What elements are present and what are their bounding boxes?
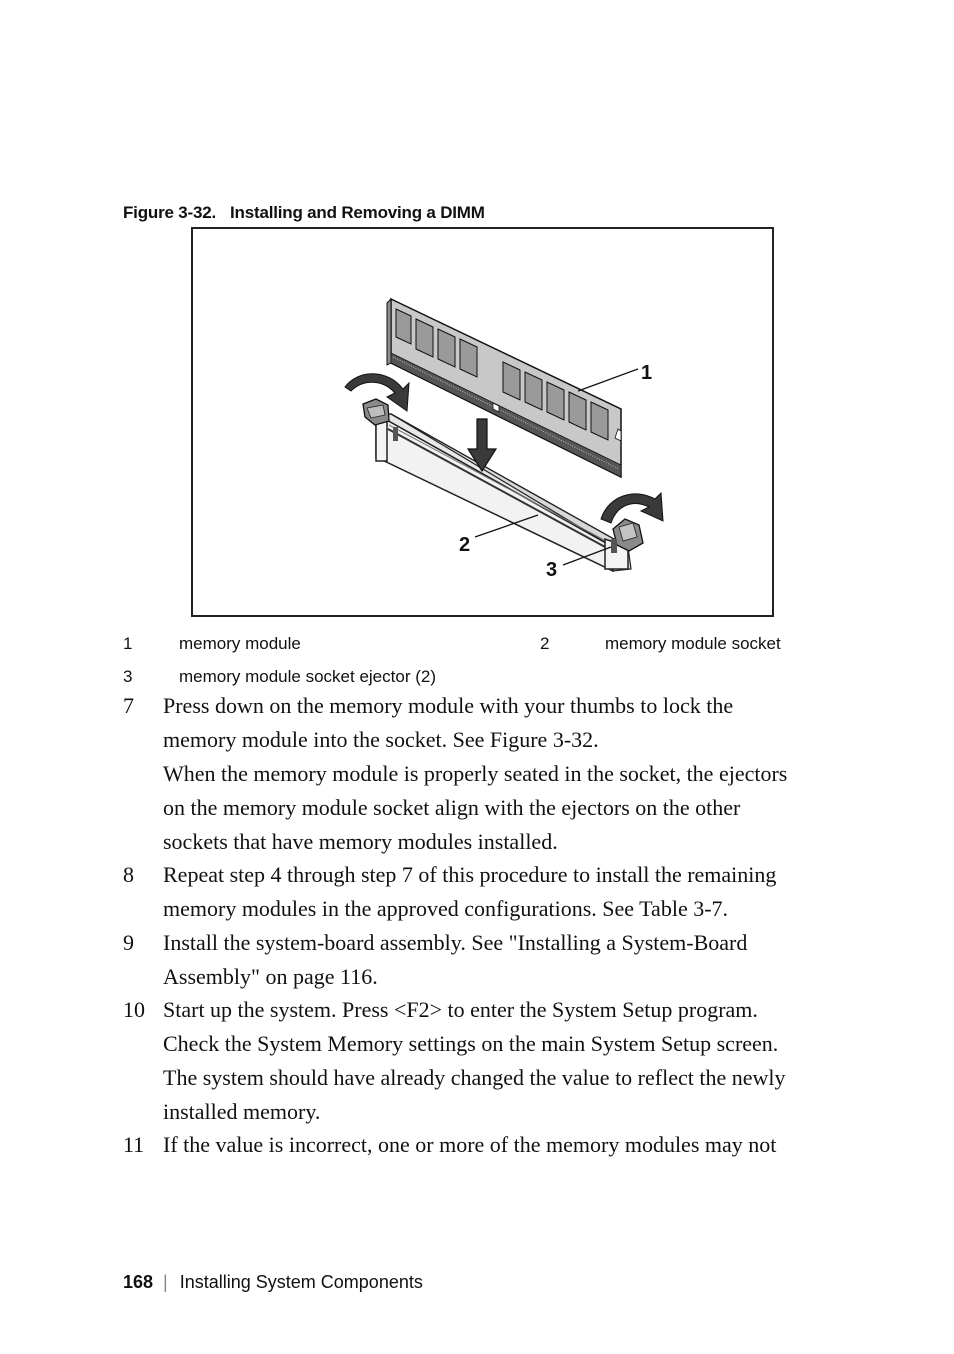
legend-label: memory module socket ejector (2) <box>179 667 436 686</box>
legend-number: 2 <box>540 634 550 653</box>
step-text-line: Install the system-board assembly. See "Installing a System-Board <box>163 930 748 955</box>
callout-1: 1 <box>641 362 653 384</box>
figure-caption <box>123 203 485 223</box>
step-text-line: Repeat step 4 through step 7 of this procedure to install the remaining <box>163 862 777 887</box>
legend-number: 1 <box>123 634 133 653</box>
step-number: 7 <box>123 693 134 718</box>
socket-ejector-right <box>611 519 643 553</box>
callout-3: 3 <box>546 559 558 581</box>
rotate-arrow-right-icon <box>601 493 663 523</box>
figure-illustration <box>191 227 774 617</box>
step-text-line: Check the System Memory settings on the main System Setup screen. <box>163 1031 779 1056</box>
footer-separator: | <box>163 1272 168 1292</box>
step-text-line: memory module into the socket. See Figure 3-32. <box>163 727 599 752</box>
step-number: 8 <box>123 862 134 887</box>
step-number: 10 <box>123 997 145 1022</box>
step-text-line: Assembly" on page 116. <box>163 964 378 989</box>
note-text-line: sockets that have memory modules installed. <box>163 829 558 854</box>
note-text-line: When the memory module is properly seated in the socket, the ejectors <box>163 761 788 786</box>
figure-title: Installing and Removing a DIMM <box>230 203 485 222</box>
step-text-line: memory modules in the approved configurations. See Table 3-7. <box>163 896 729 921</box>
section-title: Installing System Components <box>179 1272 423 1292</box>
page-number: 168 <box>123 1272 154 1292</box>
callout-2: 2 <box>459 534 471 556</box>
legend-number: 3 <box>123 667 133 686</box>
step-number: 11 <box>123 1132 145 1157</box>
step-text-line: Press down on the memory module with your thumbs to lock the <box>163 693 734 718</box>
legend-label: memory module socket <box>605 634 781 653</box>
figure-number: Figure 3-32. <box>123 203 217 222</box>
legend-label: memory module <box>179 634 301 653</box>
step-text-line: installed memory. <box>163 1099 321 1124</box>
step-text-line: If the value is incorrect, one or more of the memory modules may not <box>163 1132 777 1157</box>
page-footer <box>123 1272 423 1293</box>
note-text-line: on the memory module socket align with the ejectors on the other <box>163 795 741 820</box>
dimm-diagram <box>193 229 772 615</box>
step-7-note <box>163 757 843 859</box>
step-text-line: Start up the system. Press <F2> to enter the System Setup program. <box>163 997 758 1022</box>
step-text-line: The system should have already changed the value to reflect the newly <box>163 1065 786 1090</box>
step-number: 9 <box>123 930 134 955</box>
